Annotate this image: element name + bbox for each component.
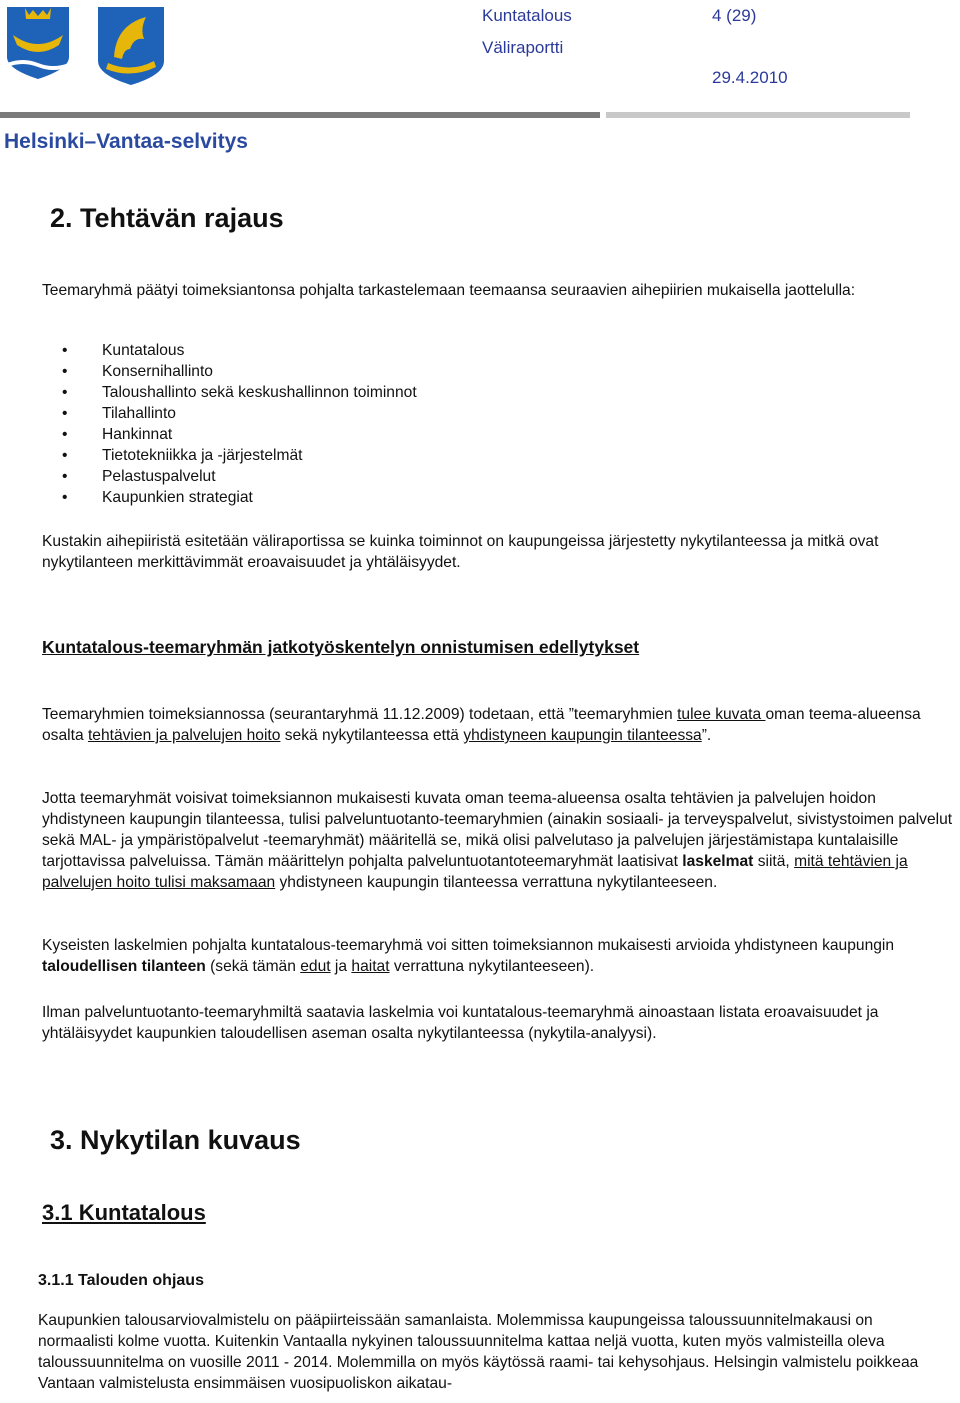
list-item: • Tilahallinto (62, 403, 417, 424)
list-item: • Kuntatalous (62, 340, 417, 361)
helsinki-crest-icon (5, 5, 71, 81)
header-doc-type: Väliraportti (482, 38, 564, 57)
subsection-heading: Kuntatalous-teemaryhmän jatkotyöskentelyn onnistumisen edellytykset (42, 637, 640, 657)
header-page-number: 4 (29) (712, 6, 757, 25)
paragraph-mandate: Teemaryhmien toimeksiannossa (seurantaryhmä 11.12.2009) todetaan, että ”teemaryhmien tulee kuvata oman teema-alueensa osalta tehtävien ja palvelujen hoito sekä nykytilanteessa että yhdistyneen kaupungin tilanteessa”. (42, 706, 921, 744)
header-bar-dark (0, 112, 600, 118)
section-2-intro: Teemaryhmä päätyi toimeksiantonsa pohjalta tarkastelemaan teemaansa seuraavien aihepiirien mukaisella jaottelulla: (42, 282, 856, 299)
header-date: 29.4.2010 (712, 68, 788, 87)
list-item: • Tietotekniikka ja -järjestelmät (62, 445, 417, 466)
list-item: • Kaupunkien strategiat (62, 487, 417, 508)
section-3-heading: 3. Nykytilan kuvaus (50, 1125, 301, 1155)
section-3-1-1-heading: 3.1.1 Talouden ohjaus (38, 1272, 204, 1289)
paragraph-limitation: Ilman palveluntuotanto-teemaryhmiltä saatavia laskelmia voi kuntatalous-teemaryhmä ainoastaan listata eroavaisuudet ja yhtäläisyydet kaupunkien taloudellisen aseman osalta nykytilanteessa (nykytila-analyysi). (42, 1004, 879, 1042)
list-item: • Pelastuspalvelut (62, 466, 417, 487)
list-item: • Konsernihallinto (62, 361, 417, 382)
project-title: Helsinki–Vantaa-selvitys (4, 130, 248, 153)
list-item: • Hankinnat (62, 424, 417, 445)
paragraph-evaluation: Kyseisten laskelmien pohjalta kuntatalous-teemaryhmä voi sitten toimeksiannon mukaisesti arvioida yhdistyneen kaupungin taloudellisen tilanteen (sekä tämän edut ja haitat verrattuna nykytilanteeseen). (42, 937, 895, 975)
header-bar-light (606, 112, 910, 118)
header-doc-title: Kuntatalous (482, 6, 572, 25)
list-item: • Taloushallinto sekä keskushallinnon toiminnot (62, 382, 417, 403)
vantaa-crest-icon (96, 5, 166, 87)
section-3-1-1-text: Kaupunkien talousarviovalmistelu on pääpiirteissään samanlaista. Molemmissa kaupungeissa taloussuunnitelmakausi on normaalisti kolme vuotta. Kuitenkin Vantaalla nykyinen taloussuunnitelma kattaa neljä vuotta, kuten myös valmisteilla oleva taloussuunnitelma on vuosille 2011 - 2014. Molemmilla on myös käytössä raami- tai kehysohjaus. Helsingin valmistelu poikkeaa Vantaan valmistelusta ensimmäisen vuosipuoliskon aikatau- (38, 1312, 919, 1392)
topic-list (62, 340, 417, 508)
section-2-summary: Kustakin aihepiiristä esitetään väliraportissa se kuinka toiminnot on kaupungeissa järjestetty nykytilanteessa ja mitkä ovat nykytilanteen merkittävimmät eroavaisuudet ja yhtäläisyydet. (42, 533, 879, 571)
paragraph-calculations: Jotta teemaryhmät voisivat toimeksiannon mukaisesti kuvata oman teema-alueensa osalta tehtävien ja palvelujen hoidon yhdistyneen kaupungin tilanteessa, tulisi palveluntuotanto-teemaryhmien (ainakin sosiaali- ja terveyspalvelut, sivistystoimen palvelut sekä MAL- ja ympäristöpalvelut -teemaryhmät) määritellä se, mikä olisi palvelutaso ja palvelujen järjestämistapa kuntalaisille tarjottavissa palveluissa. Tämän määrittelyn pohjalta palveluntuotantoteemaryhmät laatisivat laskelmat siitä, mitä tehtävien ja palvelujen hoito tulisi maksamaan yhdistyneen kaupungin tilanteessa verrattuna nykytilanteeseen. (42, 790, 953, 891)
section-2-heading: 2. Tehtävän rajaus (50, 203, 284, 233)
section-3-1-heading: 3.1 Kuntatalous (42, 1200, 206, 1225)
